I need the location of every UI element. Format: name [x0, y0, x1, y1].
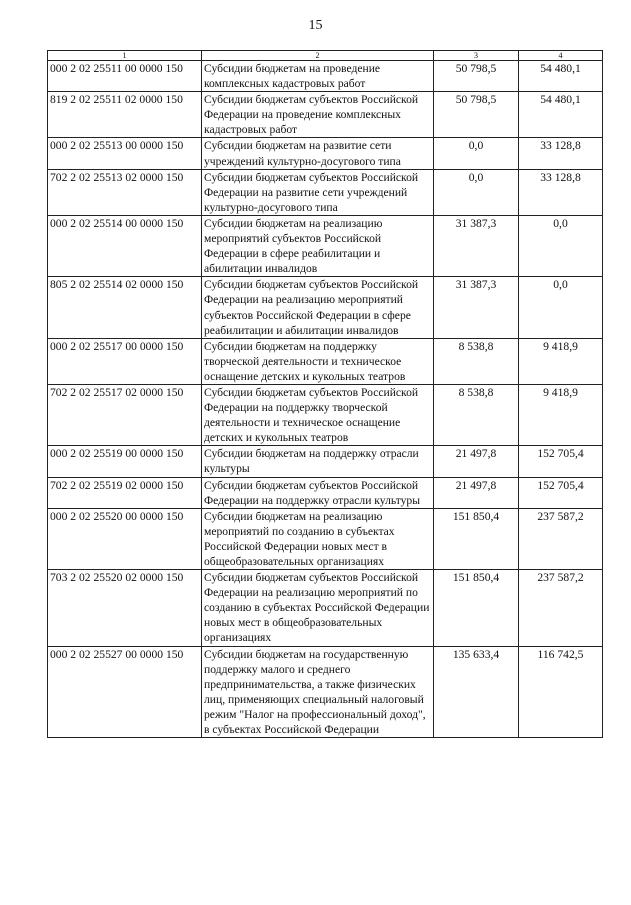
- value-1-cell: 21 497,8: [434, 477, 519, 508]
- description-cell: Субсидии бюджетам на поддержку творческой деятельности и техническое оснащение детских и кукольных театров: [202, 338, 434, 384]
- value-2-cell: 9 418,9: [519, 338, 603, 384]
- column-header: 4: [519, 51, 603, 61]
- value-2-cell: 152 705,4: [519, 446, 603, 477]
- value-2-cell: 0,0: [519, 277, 603, 338]
- budget-code-cell: 000 2 02 25527 00 0000 150: [48, 646, 202, 738]
- value-1-cell: 21 497,8: [434, 446, 519, 477]
- description-cell: Субсидии бюджетам на государственную поддержку малого и среднего предпринимательства, а также физических лиц, применяющих специальный налоговый режим "Налог на профессиональный доход", в субъектах Российской Федерации: [202, 646, 434, 738]
- table-row: [48, 61, 603, 92]
- value-2-cell: 33 128,8: [519, 169, 603, 215]
- value-1-cell: 151 850,4: [434, 508, 519, 569]
- value-2-cell: 0,0: [519, 215, 603, 276]
- value-2-cell: 152 705,4: [519, 477, 603, 508]
- value-1-cell: 8 538,8: [434, 338, 519, 384]
- column-header: 2: [202, 51, 434, 61]
- value-2-cell: 237 587,2: [519, 508, 603, 569]
- budget-code-cell: 702 2 02 25517 02 0000 150: [48, 384, 202, 445]
- table-row: [48, 477, 603, 508]
- value-2-cell: 54 480,1: [519, 61, 603, 92]
- value-2-cell: 116 742,5: [519, 646, 603, 738]
- table-row: [48, 215, 603, 276]
- description-cell: Субсидии бюджетам на реализацию мероприятий субъектов Российской Федерации в сфере реабилитации и абилитации инвалидов: [202, 215, 434, 276]
- value-1-cell: 31 387,3: [434, 215, 519, 276]
- description-cell: Субсидии бюджетам на реализацию мероприятий по созданию в субъектах Российской Федерации новых мест в общеобразовательных организациях: [202, 508, 434, 569]
- budget-code-cell: 000 2 02 25519 00 0000 150: [48, 446, 202, 477]
- value-2-cell: 9 418,9: [519, 384, 603, 445]
- table-row: [48, 138, 603, 169]
- budget-code-cell: 000 2 02 25517 00 0000 150: [48, 338, 202, 384]
- budget-code-cell: 702 2 02 25519 02 0000 150: [48, 477, 202, 508]
- description-cell: Субсидии бюджетам на проведение комплексных кадастровых работ: [202, 61, 434, 92]
- table-row: [48, 169, 603, 215]
- description-cell: Субсидии бюджетам субъектов Российской Федерации на поддержку отрасли культуры: [202, 477, 434, 508]
- budget-code-cell: 000 2 02 25511 00 0000 150: [48, 61, 202, 92]
- value-1-cell: 135 633,4: [434, 646, 519, 738]
- budget-code-cell: 000 2 02 25520 00 0000 150: [48, 508, 202, 569]
- description-cell: Субсидии бюджетам субъектов Российской Федерации на поддержку творческой деятельности и техническое оснащение детских и кукольных театров: [202, 384, 434, 445]
- column-header: 1: [48, 51, 202, 61]
- value-1-cell: 50 798,5: [434, 61, 519, 92]
- budget-code-cell: 000 2 02 25513 00 0000 150: [48, 138, 202, 169]
- value-1-cell: 0,0: [434, 138, 519, 169]
- description-cell: Субсидии бюджетам субъектов Российской Федерации на проведение комплексных кадастровых работ: [202, 92, 434, 138]
- table-row: [48, 508, 603, 569]
- budget-code-cell: 819 2 02 25511 02 0000 150: [48, 92, 202, 138]
- value-2-cell: 33 128,8: [519, 138, 603, 169]
- description-cell: Субсидии бюджетам на поддержку отрасли культуры: [202, 446, 434, 477]
- budget-code-cell: 702 2 02 25513 02 0000 150: [48, 169, 202, 215]
- description-cell: Субсидии бюджетам субъектов Российской Федерации на реализацию мероприятий субъектов Российской Федерации в сфере реабилитации и абилитации инвалидов: [202, 277, 434, 338]
- value-2-cell: 54 480,1: [519, 92, 603, 138]
- description-cell: Субсидии бюджетам субъектов Российской Федерации на реализацию мероприятий по созданию в субъектах Российской Федерации новых мест в общеобразовательных организациях: [202, 570, 434, 646]
- description-cell: Субсидии бюджетам субъектов Российской Федерации на развитие сети учреждений культурно-досугового типа: [202, 169, 434, 215]
- value-1-cell: 31 387,3: [434, 277, 519, 338]
- table-row: [48, 92, 603, 138]
- value-2-cell: 237 587,2: [519, 570, 603, 646]
- table-row: [48, 384, 603, 445]
- budget-code-cell: 703 2 02 25520 02 0000 150: [48, 570, 202, 646]
- table-row: [48, 570, 603, 646]
- value-1-cell: 151 850,4: [434, 570, 519, 646]
- table-header-row: [48, 51, 603, 61]
- page-number: 15: [308, 18, 323, 33]
- budget-table: [47, 50, 603, 738]
- budget-code-cell: 805 2 02 25514 02 0000 150: [48, 277, 202, 338]
- budget-code-cell: 000 2 02 25514 00 0000 150: [48, 215, 202, 276]
- table-row: [48, 446, 603, 477]
- table-row: [48, 338, 603, 384]
- column-header: 3: [434, 51, 519, 61]
- value-1-cell: 0,0: [434, 169, 519, 215]
- description-cell: Субсидии бюджетам на развитие сети учреждений культурно-досугового типа: [202, 138, 434, 169]
- table-row: [48, 277, 603, 338]
- table-row: [48, 646, 603, 738]
- value-1-cell: 8 538,8: [434, 384, 519, 445]
- value-1-cell: 50 798,5: [434, 92, 519, 138]
